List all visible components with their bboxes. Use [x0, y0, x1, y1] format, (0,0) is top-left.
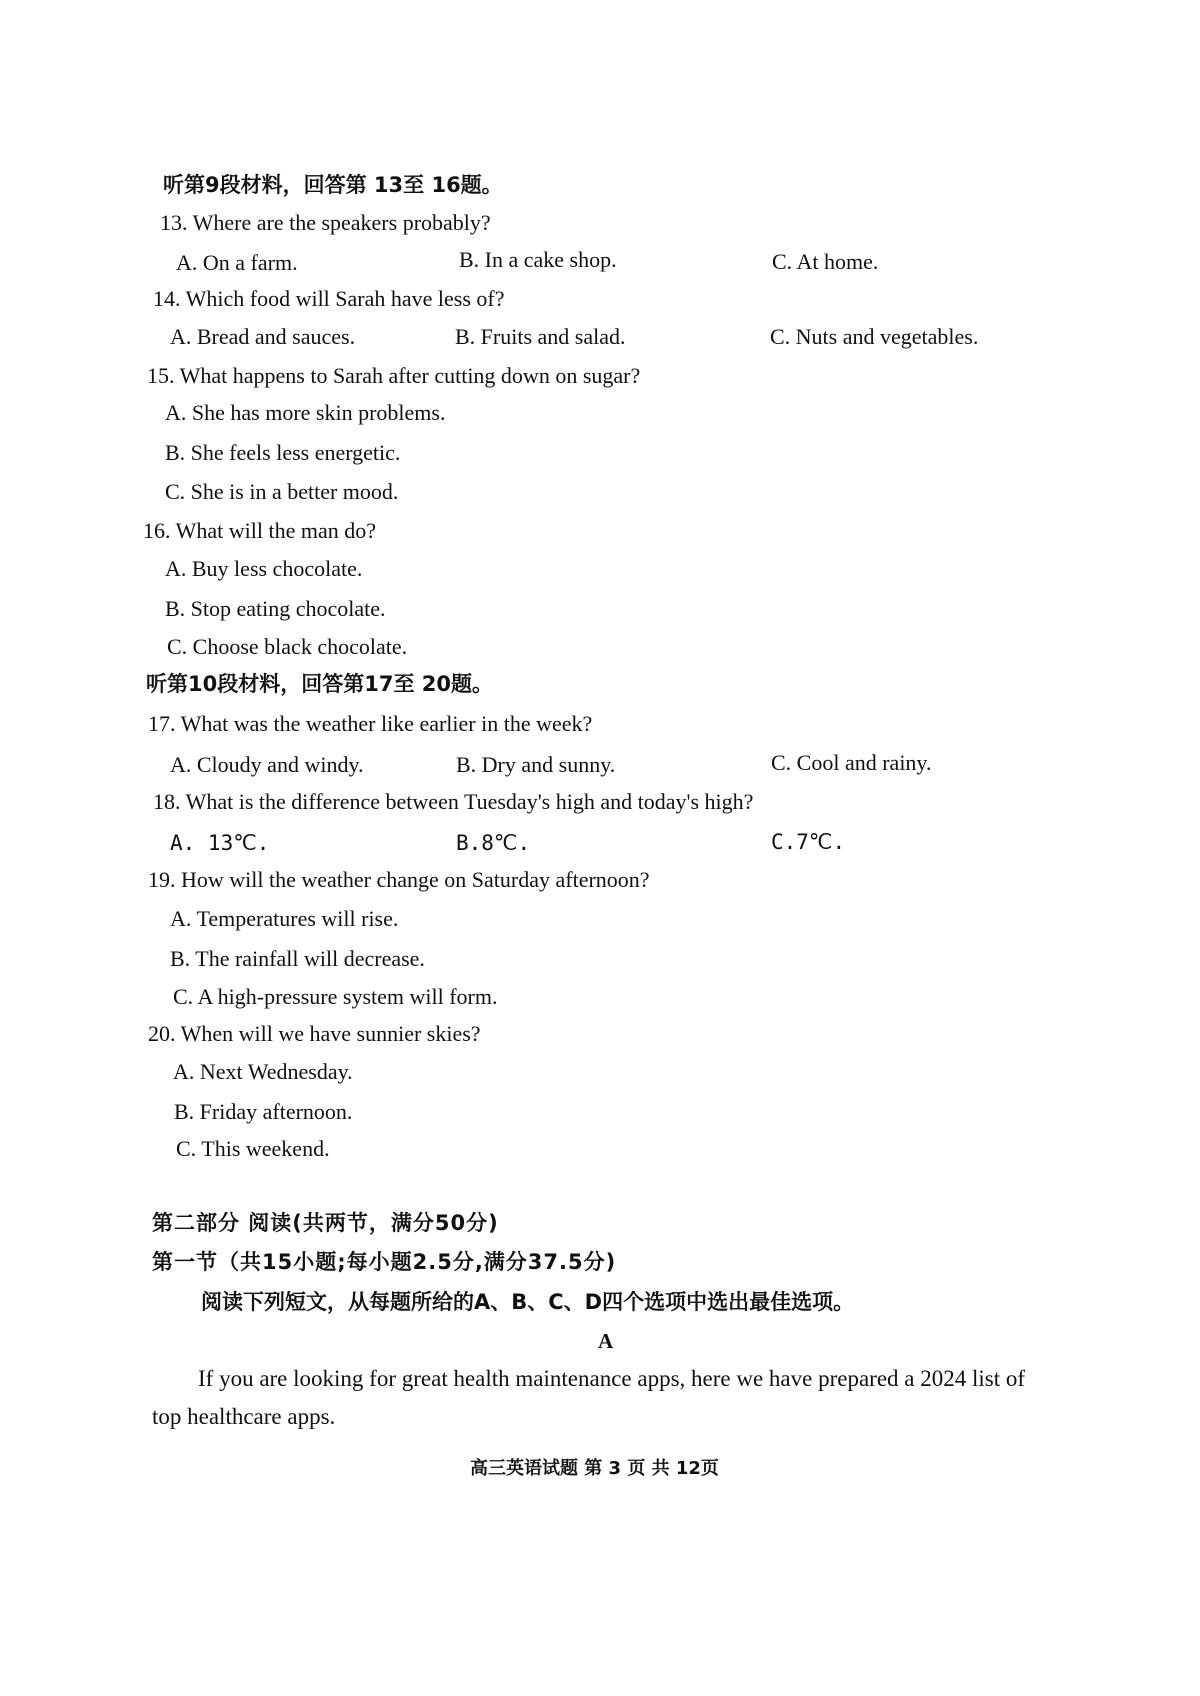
q13-option-b: B. In a cake shop.	[459, 247, 617, 272]
page-footer: 高三英语试题 第 3 页 共 12页	[470, 1458, 719, 1479]
q18-option-b: B.8℃.	[456, 831, 531, 855]
q17-option-b: B. Dry and sunny.	[456, 752, 616, 777]
q15-option-b: B. She feels less energetic.	[165, 440, 401, 465]
passage-line-1: If you are looking for great health maintenance apps, here we have prepared a 2024 list of	[198, 1366, 1026, 1391]
section10-heading: 听第10段材料，回答第17至 20题。	[146, 672, 493, 696]
q18-option-c: C.7℃.	[771, 830, 846, 854]
part2-section1: 第一节（共15小题;每小题2.5分,满分37.5分)	[152, 1250, 617, 1274]
q17-option-a: A. Cloudy and windy.	[170, 752, 364, 777]
q19-option-c: C. A high-pressure system will form.	[173, 984, 498, 1009]
question-16: 16. What will the man do?	[143, 518, 376, 543]
passage-label: A	[598, 1329, 614, 1353]
question-13: 13. Where are the speakers probably?	[160, 210, 491, 235]
q16-option-b: B. Stop eating chocolate.	[165, 596, 386, 621]
q15-option-a: A. She has more skin problems.	[165, 400, 446, 425]
part2-instruction: 阅读下列短文，从每题所给的A、B、C、D四个选项中选出最佳选项。	[201, 1290, 855, 1314]
q16-option-a: A. Buy less chocolate.	[165, 556, 363, 581]
q17-option-c: C. Cool and rainy.	[771, 750, 932, 775]
question-14: 14. Which food will Sarah have less of?	[153, 286, 505, 311]
q18-option-a: A. 13℃.	[170, 831, 270, 855]
question-15: 15. What happens to Sarah after cutting down on sugar?	[147, 363, 641, 388]
q13-option-a: A. On a farm.	[176, 250, 298, 275]
q20-option-b: B. Friday afternoon.	[174, 1099, 353, 1124]
q14-option-b: B. Fruits and salad.	[455, 324, 626, 349]
q20-option-c: C. This weekend.	[176, 1136, 330, 1161]
q13-option-c: C. At home.	[772, 249, 879, 274]
q19-option-a: A. Temperatures will rise.	[170, 906, 399, 931]
section9-heading: 听第9段材料，回答第 13至 16题。	[163, 173, 503, 197]
q19-option-b: B. The rainfall will decrease.	[170, 946, 425, 971]
q20-option-a: A. Next Wednesday.	[173, 1059, 353, 1084]
passage-line-2: top healthcare apps.	[152, 1404, 336, 1429]
question-20: 20. When will we have sunnier skies?	[148, 1021, 481, 1046]
q14-option-c: C. Nuts and vegetables.	[770, 324, 979, 349]
question-19: 19. How will the weather change on Saturday afternoon?	[148, 867, 650, 892]
q16-option-c: C. Choose black chocolate.	[167, 634, 408, 659]
q14-option-a: A. Bread and sauces.	[170, 324, 356, 349]
part2-title: 第二部分 阅读(共两节，满分50分)	[152, 1211, 499, 1235]
question-18: 18. What is the difference between Tuesday's high and today's high?	[153, 789, 754, 814]
question-17: 17. What was the weather like earlier in the week?	[148, 711, 593, 736]
q15-option-c: C. She is in a better mood.	[165, 479, 399, 504]
